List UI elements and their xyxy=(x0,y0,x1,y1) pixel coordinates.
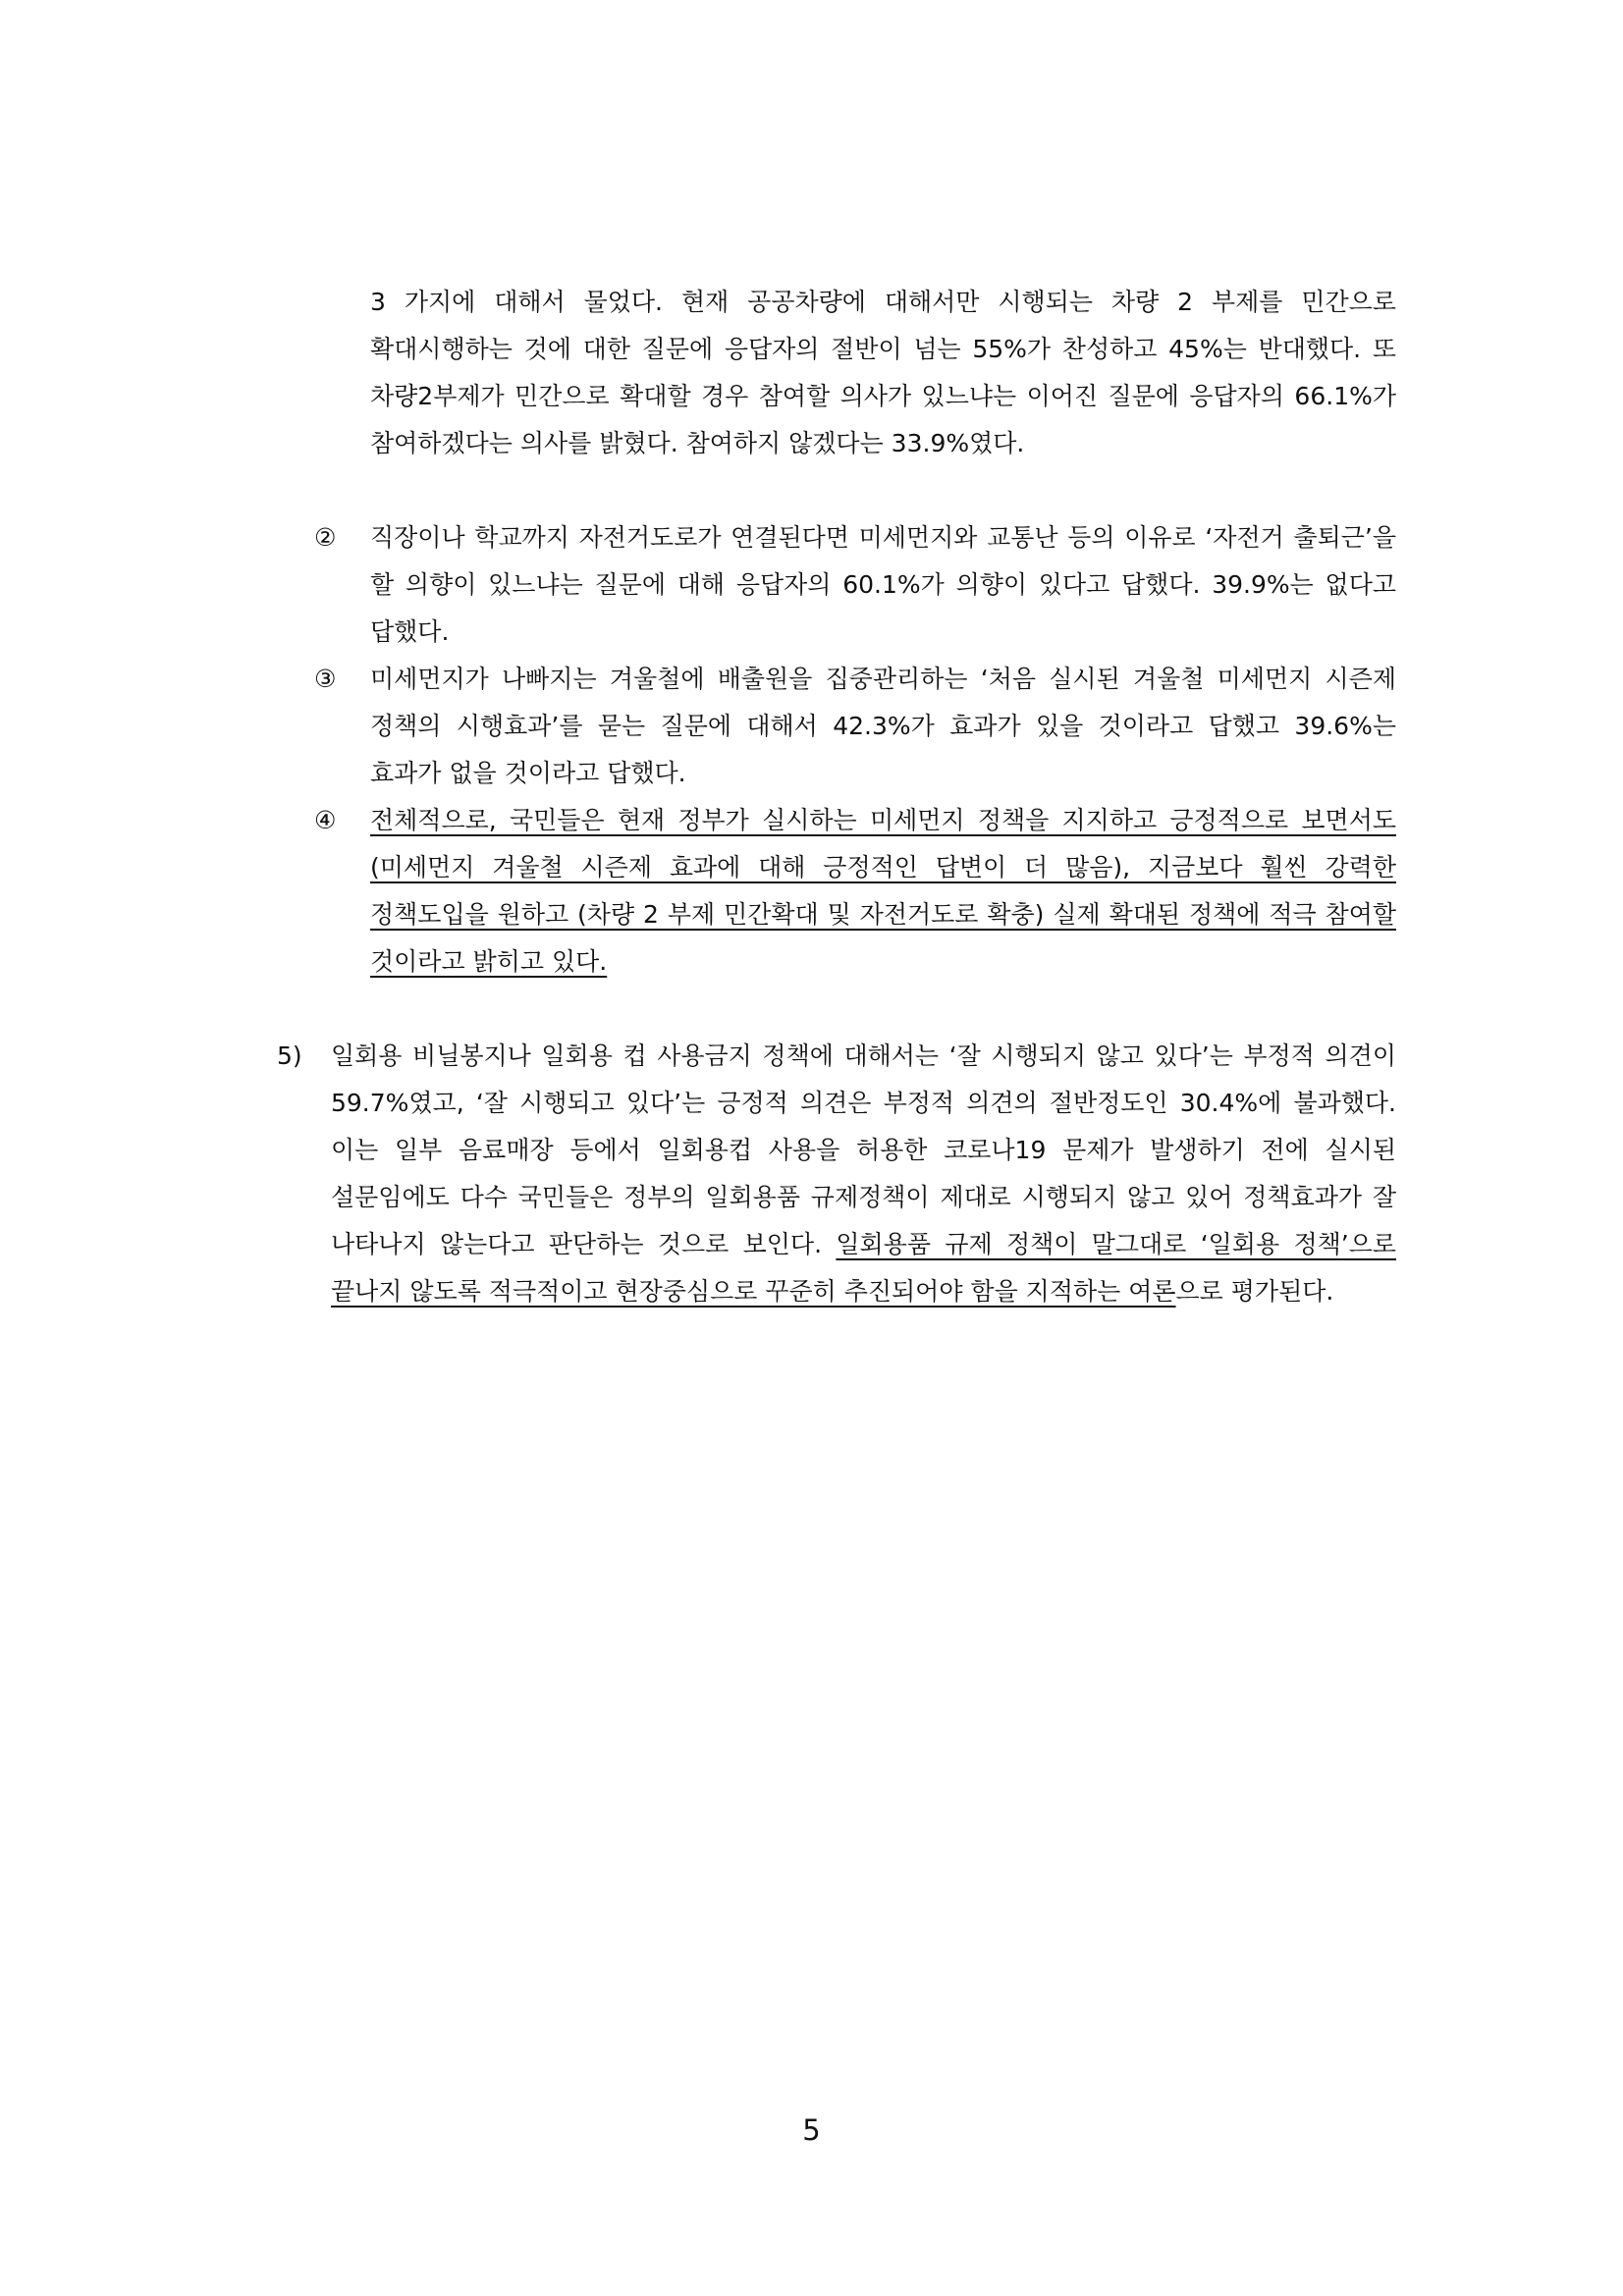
item-2-paragraph: 직장이나 학교까지 자전거도로가 연결된다면 미세먼지와 교통난 등의 이유로 ‘자전거 출퇴근’을 할 의향이 있느냐는 질문에 대해 응답자의 60.1%가 의향이 있다고 답했다. 39.9%는 없다고 답했다. xyxy=(370,523,1396,646)
item-4-summary-paragraph: 전체적으로, 국민들은 현재 정부가 실시하는 미세먼지 정책을 지지하고 긍정적으로 보면서도 (미세먼지 겨울철 시즌제 효과에 대해 긍정적인 답변이 더 많음), 지금보다 훨씬 강력한 정책도입을 원하고 (차량 2 부제 민간확대 및 자전거도로 확충) 실제 확대된 정책에 적극 참여할 것이라고 밝히고 있다. xyxy=(370,806,1396,976)
section-5-underlined-conclusion: 일회용품 규제 정책이 말그대로 ‘일회용 정책’으로 끝나지 않도록 적극적이고 현장중심으로 꾸준히 추진되어야 함을 지적하는 여론 xyxy=(331,1230,1396,1306)
section-5-text: 일회용 비닐봉지나 일회용 컵 사용금지 정책에 대해서는 ‘잘 시행되지 않고 있다’는 부정적 의견이 59.7%였고, ‘잘 시행되고 있다’는 긍정적 의견은 부정적 의견의 절반정도인 30.4%에 불과했다. 이는 일부 음료매장 등에서 일회용컵 사용을 허용한 코로나19 문제가 발생하기 전에 실시된 설문임에도 다수 국민들은 정부의 일회용품 규제정책이 제대로 시행되지 않고 있어 정책효과가 잘 나타나지 않는다고 판단하는 것으로 보인다. xyxy=(331,1041,1396,1258)
section-5-paragraph xyxy=(331,1033,1396,1315)
item-4-marker: ④ xyxy=(314,806,337,834)
section-5-text-tail: 으로 평가된다. xyxy=(1175,1277,1334,1306)
item-2-marker: ② xyxy=(314,523,337,552)
section-5-marker: 5) xyxy=(277,1041,302,1070)
survey-intro-paragraph: 3 가지에 대해서 물었다. 현재 공공차량에 대해서만 시행되는 차량 2 부제를 민간으로 확대시행하는 것에 대한 질문에 응답자의 절반이 넘는 55%가 찬성하고 45%는 반대했다. 또 차량2부제가 민간으로 확대할 경우 참여할 의사가 있느냐는 이어진 질문에 응답자의 66.1%가 참여하겠다는 의사를 밝혔다. 참여하지 않겠다는 33.9%였다. xyxy=(370,288,1396,457)
item-3-paragraph: 미세먼지가 나빠지는 겨울철에 배출원을 집중관리하는 ‘처음 실시된 겨울철 미세먼지 시즌제 정책의 시행효과’를 묻는 질문에 대해서 42.3%가 효과가 있을 것이라고 답했고 39.6%는 효과가 없을 것이라고 답했다. xyxy=(370,665,1396,787)
page-number: 5 xyxy=(802,2113,821,2147)
item-3-marker: ③ xyxy=(314,665,337,693)
